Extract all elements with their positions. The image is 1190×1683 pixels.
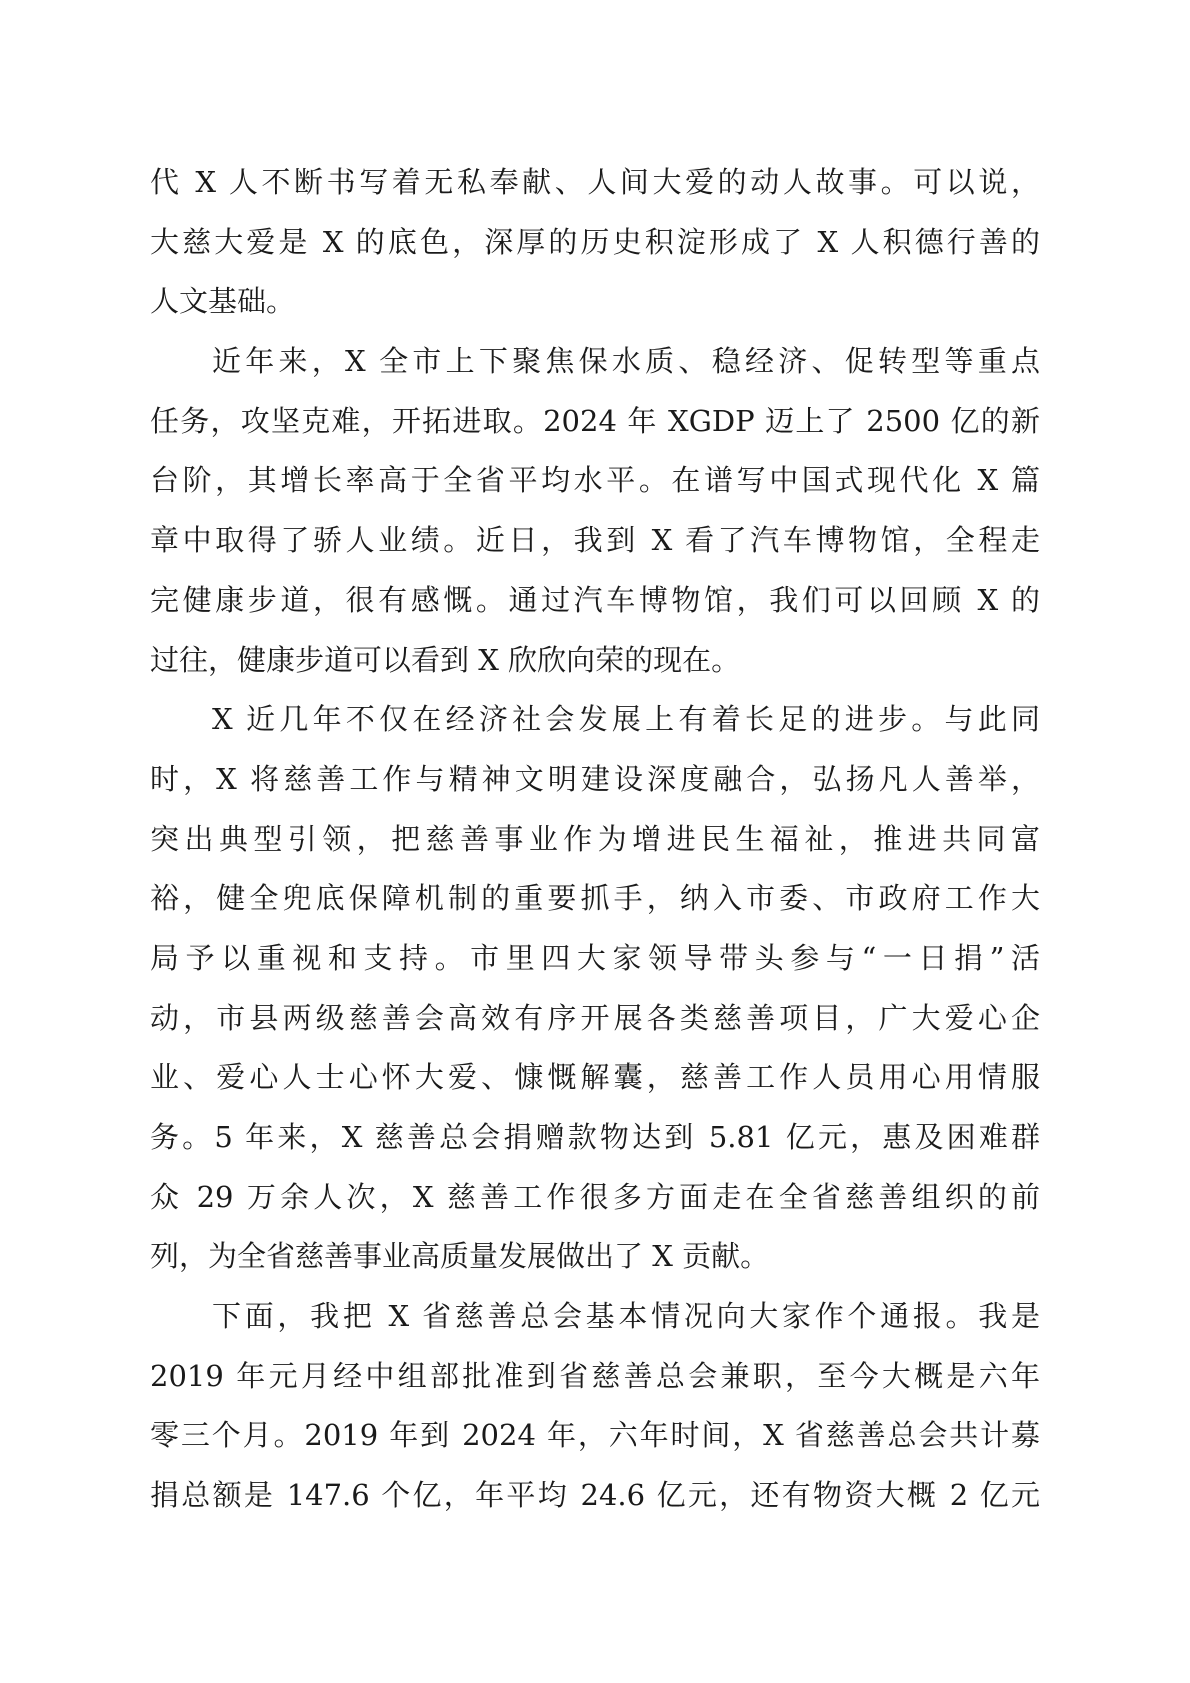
text-line: 时，X 将慈善工作与精神文明建设深度融合，弘扬凡人善举， <box>150 761 1040 796</box>
text-line: 局予以重视和支持。市里四大家领导带头参与“一日捐”活 <box>150 940 1040 975</box>
text-line: 列，为全省慈善事业高质量发展做出了 X 贡献。 <box>150 1239 770 1274</box>
text-line: 完健康步道，很有感慨。通过汽车博物馆，我们可以回顾 X 的 <box>150 582 1040 617</box>
text-line: 章中取得了骄人业绩。近日，我到 X 看了汽车博物馆，全程走 <box>150 523 1040 558</box>
text-line: 零三个月。2019 年到 2024 年，六年时间，X 省慈善总会共计募 <box>150 1418 1040 1453</box>
text-line: 台阶，其增长率高于全省平均水平。在谱写中国式现代化 X 篇 <box>150 463 1040 498</box>
text-line: 人文基础。 <box>150 284 296 319</box>
text-line: 2019 年元月经中组部批准到省慈善总会兼职，至今大概是六年 <box>150 1358 1040 1393</box>
text-line: 代 X 人不断书写着无私奉献、人间大爱的动人故事。可以说， <box>150 165 1040 199</box>
text-line: 务。5 年来，X 慈善总会捐赠款物达到 5.81 亿元，惠及困难群 <box>150 1120 1040 1154</box>
text-line: 过往，健康步道可以看到 X 欣欣向荣的现在。 <box>150 642 741 677</box>
text-line: 突出典型引领，把慈善事业作为增进民生福祉，推进共同富 <box>150 821 1040 856</box>
document-body <box>150 153 1040 1526</box>
text-line: 业、爱心人士心怀大爱、慷慨解囊，慈善工作人员用心用情服 <box>150 1060 1040 1095</box>
text-line: 裕，健全兜底保障机制的重要抓手，纳入市委、市政府工作大 <box>150 881 1040 916</box>
text-line: 任务，攻坚克难，开拓进取。2024 年 XGDP 迈上了 2500 亿的新 <box>150 403 1040 438</box>
text-line: X 近几年不仅在经济社会发展上有着长足的进步。与此同 <box>212 702 1040 737</box>
text-line: 大慈大爱是 X 的底色，深厚的历史积淀形成了 X 人积德行善的 <box>150 224 1040 259</box>
text-line: 动，市县两级慈善会高效有序开展各类慈善项目，广大爱心企 <box>150 1000 1040 1035</box>
text-line: 众 29 万余人次，X 慈善工作很多方面走在全省慈善组织的前 <box>150 1179 1040 1214</box>
text-line: 下面，我把 X 省慈善总会基本情况向大家作个通报。我是 <box>212 1299 1040 1334</box>
text-line: 近年来，X 全市上下聚焦保水质、稳经济、促转型等重点 <box>212 344 1040 379</box>
text-line: 捐总额是 147.6 个亿，年平均 24.6 亿元，还有物资大概 2 亿元 <box>150 1478 1040 1513</box>
